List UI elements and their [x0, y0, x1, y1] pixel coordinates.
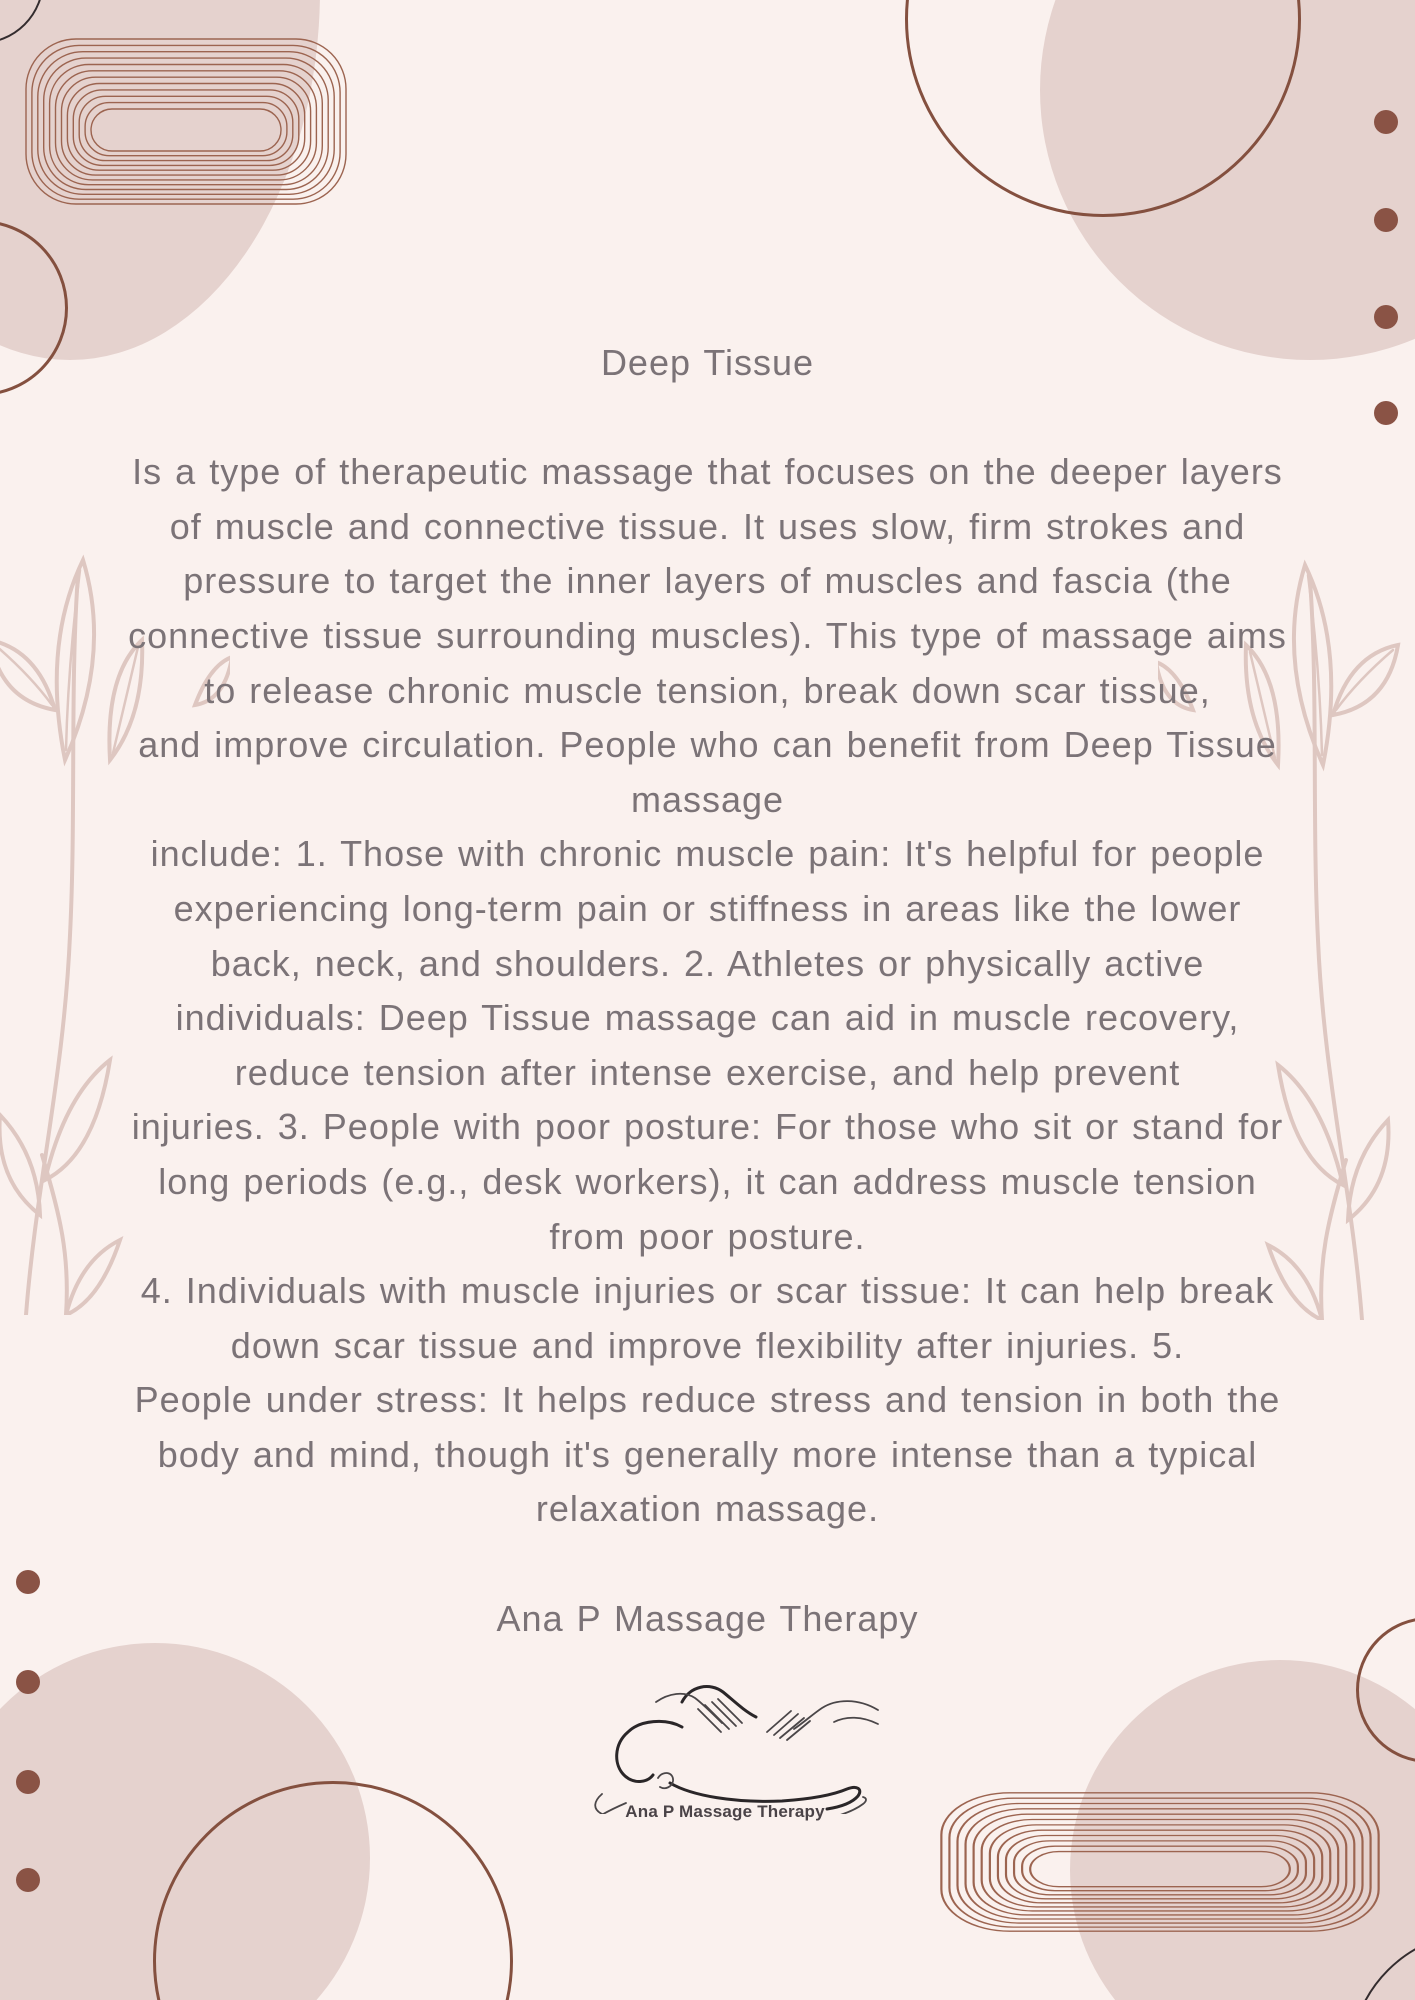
- body-line: People under stress: It helps reduce stress and tension in both the: [134, 1379, 1281, 1421]
- accent-dot-icon: [16, 1670, 40, 1694]
- accent-dot-icon: [16, 1770, 40, 1794]
- logo-caption: Ana P Massage Therapy: [625, 1802, 825, 1821]
- body-line: relaxation massage.: [535, 1488, 880, 1530]
- body-line: individuals: Deep Tissue massage can aid in muscle recovery,: [175, 997, 1240, 1039]
- body-line: Is a type of therapeutic massage that focuses on the deeper layers: [132, 451, 1283, 493]
- body-line: of muscle and connective tissue. It uses slow, firm strokes and: [169, 505, 1246, 547]
- blank-line: [0, 1537, 1415, 1592]
- body-line: injuries. 3. People with poor posture: For those who sit or stand for: [131, 1106, 1284, 1148]
- accent-dot-icon: [1374, 110, 1398, 134]
- body-line: down scar tissue and improve flexibility after injuries. 5.: [230, 1324, 1185, 1366]
- accent-dot-icon: [1374, 208, 1398, 232]
- body-line: long periods (e.g., desk workers), it can address muscle tension: [158, 1160, 1257, 1202]
- body-line: back, neck, and shoulders. 2. Athletes or physically active: [210, 942, 1205, 984]
- body-line: from poor posture.: [549, 1215, 866, 1257]
- pattern-top-left-icon: [25, 38, 347, 205]
- accent-dot-icon: [16, 1868, 40, 1892]
- page-title: Deep Tissue: [600, 342, 815, 383]
- accent-dot-icon: [1374, 305, 1398, 329]
- body-line: connective tissue surrounding muscles). This type of massage aims: [128, 614, 1287, 656]
- body-line: body and mind, though it's generally more intense than a typical: [157, 1433, 1258, 1475]
- pattern-bottom-right-icon: [940, 1792, 1380, 1932]
- blank-line: [0, 391, 1415, 446]
- body-line: reduce tension after intense exercise, and help prevent: [234, 1051, 1181, 1093]
- poster-text-column: [0, 336, 1415, 1646]
- body-line: include: 1. Those with chronic muscle pain: It's helpful for people: [150, 833, 1265, 875]
- body-line: and improve circulation. People who can benefit from Deep Tissue: [138, 724, 1277, 766]
- massage-logo-icon: [570, 1664, 880, 1814]
- body-line: pressure to target the inner layers of muscles and fascia (the: [183, 560, 1232, 602]
- brand-heading: Ana P Massage Therapy: [496, 1597, 919, 1639]
- body-line: 4. Individuals with muscle injuries or scar tissue: It can help break: [140, 1270, 1275, 1312]
- body-line: experiencing long-term pain or stiffness in areas like the lower: [173, 887, 1242, 929]
- body-line: massage: [630, 778, 785, 820]
- body-line: to release chronic muscle tension, break down scar tissue,: [204, 669, 1211, 711]
